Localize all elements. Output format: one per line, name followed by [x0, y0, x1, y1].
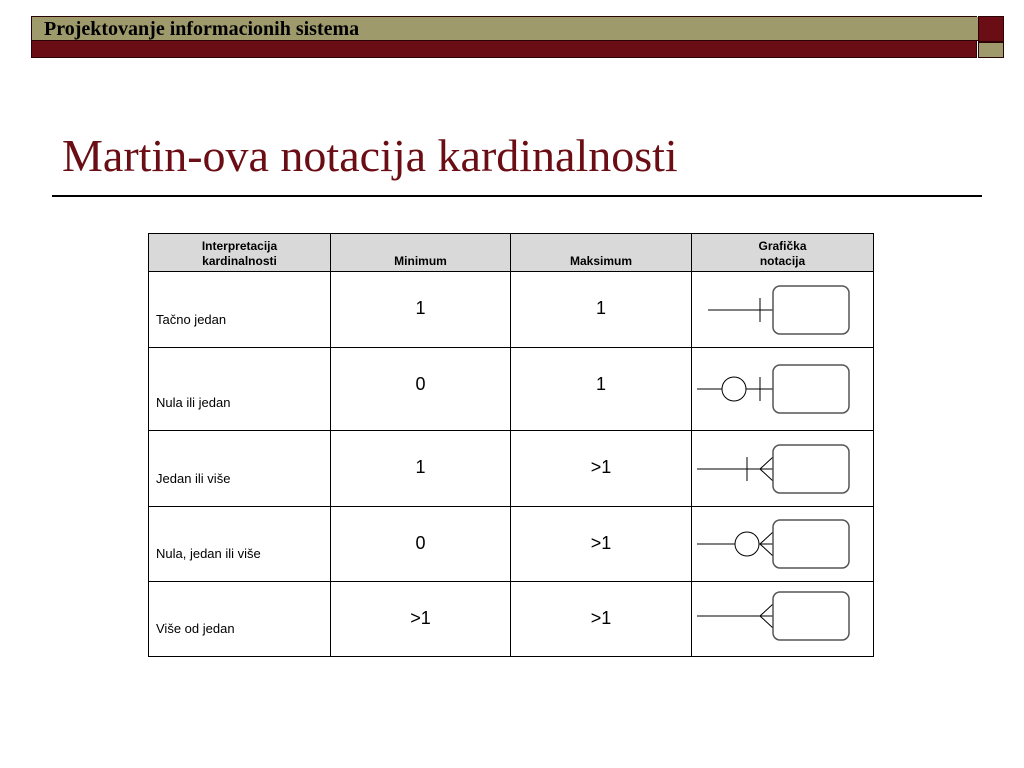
- interpretation-cell: Jedan ili više: [149, 431, 331, 507]
- minimum-cell: 1: [331, 431, 511, 507]
- header-notation-line2: notacija: [759, 254, 806, 268]
- maximum-cell: >1: [511, 431, 692, 507]
- maximum-cell: 1: [511, 272, 692, 348]
- minimum-cell: 1: [331, 272, 511, 348]
- notation-cell: [692, 348, 874, 431]
- interpretation-cell: Tačno jedan: [149, 272, 331, 348]
- cardinality-table: [148, 233, 874, 657]
- maximum-cell: 1: [511, 348, 692, 431]
- header-interpretation-line1: Interpretacija: [201, 239, 278, 253]
- header-minimum: Minimum: [331, 234, 511, 272]
- notation-cell: [692, 272, 874, 348]
- maximum-cell: >1: [511, 507, 692, 582]
- table-row: [149, 582, 874, 657]
- header-notation: [692, 234, 874, 272]
- notation-cell: [692, 431, 874, 507]
- table-row: [149, 431, 874, 507]
- minimum-cell: 0: [331, 348, 511, 431]
- header-notation-line1: Grafička: [758, 239, 807, 253]
- header-maximum: Maksimum: [511, 234, 692, 272]
- header-interpretation: [149, 234, 331, 272]
- title-divider: [52, 195, 982, 197]
- corner-square-bottom: [978, 42, 1004, 58]
- header-olive-stripe: [32, 17, 978, 41]
- notation-cell: [692, 507, 874, 582]
- minimum-cell: 0: [331, 507, 511, 582]
- interpretation-cell: Nula, jedan ili više: [149, 507, 331, 582]
- more-than-one-notation-icon: [692, 583, 872, 656]
- corner-square-top: [978, 16, 1004, 42]
- header-bar: [31, 16, 977, 58]
- interpretation-cell: Više od jedan: [149, 582, 331, 657]
- header-interpretation-line2: kardinalnosti: [202, 254, 277, 268]
- page-title: Martin-ova notacija kardinalnosti: [62, 130, 678, 181]
- maximum-cell: >1: [511, 582, 692, 657]
- interpretation-cell: Nula ili jedan: [149, 348, 331, 431]
- table-row: [149, 507, 874, 582]
- table-row: [149, 272, 874, 348]
- minimum-cell: >1: [331, 582, 511, 657]
- table-row: [149, 348, 874, 431]
- zero-or-one-notation-icon: [692, 349, 872, 430]
- header-title: Projektovanje informacionih sistema: [44, 18, 360, 40]
- zero-one-or-more-notation-icon: [692, 508, 872, 581]
- one-or-more-notation-icon: [692, 432, 872, 506]
- table-header-row: [149, 234, 874, 272]
- notation-cell: [692, 582, 874, 657]
- exactly-one-notation-icon: [692, 273, 872, 347]
